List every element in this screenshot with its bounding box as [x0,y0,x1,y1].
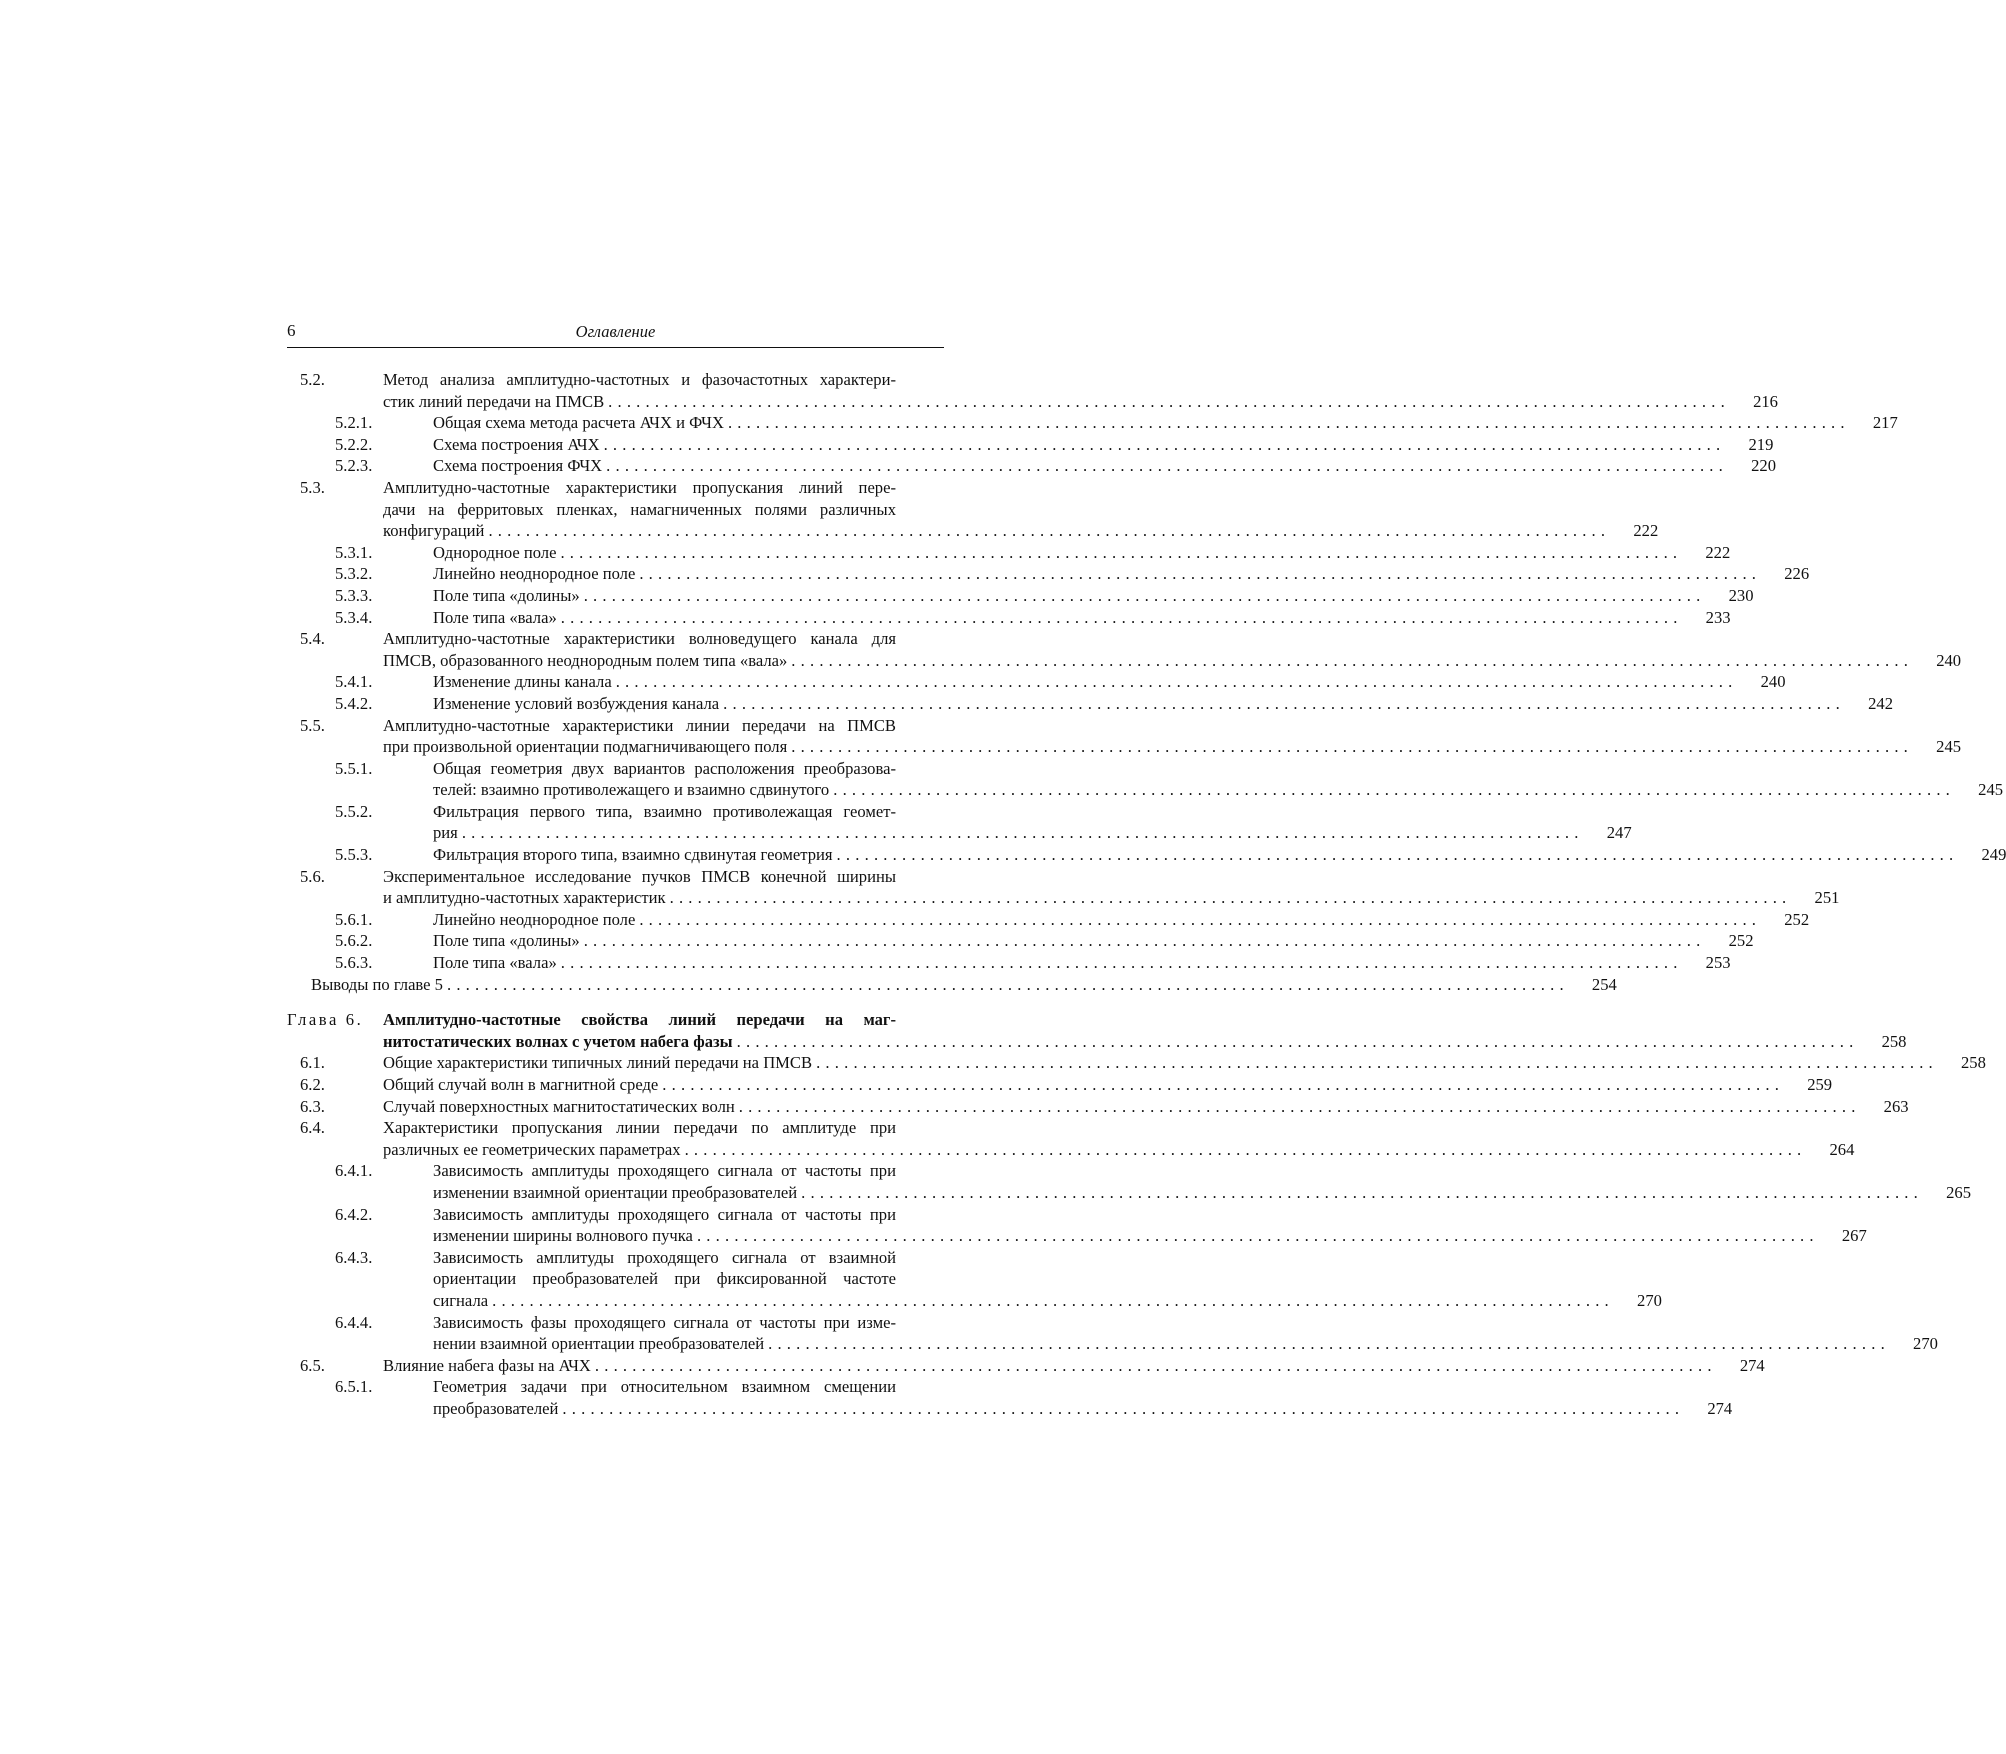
toc-entry-number: 5.5.1. [335,758,373,778]
toc-entry[interactable] [287,671,1786,693]
toc-entry[interactable] [287,1204,1867,1247]
toc-page-number: 258 [1881,1031,1907,1051]
toc-entry-title: Общие характеристики типичных линий передачи на ПМСВ [383,1053,813,1073]
toc-entry-title: Поле типа «долины» [433,585,580,605]
toc-page-number: 265 [1946,1182,1971,1202]
dot-leader: ........................................................................................................................ [488,521,1611,541]
toc-entry-number: 6.5.1. [335,1377,373,1397]
toc-entry[interactable] [287,952,1731,974]
toc-entry[interactable] [287,1074,1833,1096]
toc-entry[interactable] [287,455,1776,477]
toc-entry-number: 5.3.4. [335,607,373,627]
toc-page-number: 254 [1591,974,1617,994]
toc-entry-title: преобразователей [433,1398,559,1418]
toc-entry-line: Геометрия задачи при относительном взаимном смещении [433,1377,896,1397]
toc-entry[interactable] [287,1096,1909,1118]
dot-leader: ........................................................................................................................ [727,413,1850,433]
toc-page-number: 240 [1760,672,1786,692]
toc-entry-title: рия [433,823,458,843]
toc-page-number: 222 [1633,521,1659,541]
toc-entry-line: Характеристики пропускания линии передачи по амплитуде при [383,1118,896,1138]
toc-entry-number: 6.4.3. [335,1247,373,1267]
dot-leader: ........................................................................................................................ [562,1398,1685,1418]
toc-page-number: 220 [1751,456,1776,476]
toc-entry-title: Поле типа «долины» [433,931,580,951]
toc-entry-title: Влияние набега фазы на АЧХ [383,1355,591,1375]
toc-entry-number: 5.3.3. [335,585,373,605]
toc-page-number: 270 [1637,1290,1662,1310]
toc-entry-title: ПМСВ, образованного неоднородным полем типа «вала» [383,650,788,670]
toc-entry[interactable] [287,542,1731,564]
toc-entry-line: Зависимость амплитуды проходящего сигнала от частоты при [433,1161,896,1181]
toc-entry[interactable] [287,369,1778,412]
toc-entry-title: Схема построения АЧХ [433,434,600,454]
toc-entry-number: 6.1. [300,1053,325,1073]
toc-page-number: 259 [1807,1075,1833,1094]
toc-entry-line: ориентации преобразователей при фиксированной частоте [433,1269,896,1289]
dot-leader: ........................................................................................................................ [768,1334,1890,1354]
dot-leader: ........................................................................................................................ [560,542,1683,562]
toc-page-number: 263 [1883,1096,1909,1116]
toc-entry-line: Амплитудно-частотные характеристики линии передачи на ПМСВ [383,715,896,735]
toc-entry[interactable] [287,563,1810,585]
toc-entry-line: Зависимость амплитуды проходящего сигнала от взаимной [433,1247,896,1267]
toc-entry-number: 5.6.2. [335,931,373,951]
toc-entry-title: телей: взаимно противолежащего и взаимно сдвинутого [433,780,830,800]
toc-entry-number: 6.4.4. [335,1312,373,1332]
toc-entry-number: 6.4.1. [335,1161,373,1181]
toc-page-number: 264 [1829,1139,1855,1159]
toc-page-number: 222 [1705,542,1731,562]
dot-leader: ........................................................................................................................ [736,1031,1859,1051]
toc-entry-title: нитостатических волнах с учетом набега фазы [383,1031,733,1051]
toc-entry[interactable] [287,866,1840,909]
toc-entry-line: Амплитудно-частотные свойства линий передачи на маг- [383,1010,896,1030]
dot-leader: ........................................................................................................................ [615,672,1738,692]
dot-leader: ........................................................................................................................ [594,1355,1717,1375]
dot-leader: ........................................................................................................................ [816,1053,1938,1073]
toc-entry-title: сигнала [433,1290,489,1310]
dot-leader: ........................................................................................................................ [560,953,1683,973]
dot-leader: ........................................................................................................................ [662,1075,1785,1094]
toc-entry-number: 5.4.2. [335,693,373,713]
toc-entry-line: Амплитудно-частотные характеристики пропускания линий пере- [383,477,896,497]
toc-entry-line: Фильтрация первого типа, взаимно противолежащая геомет- [433,801,896,821]
toc-entry-title: Общая схема метода расчета АЧХ и ФЧХ [433,413,724,433]
toc-page-number: 226 [1784,564,1810,584]
toc-page-number: 252 [1728,931,1754,951]
toc-entry[interactable] [287,930,1754,952]
toc-entry-number: 6.4.2. [335,1204,373,1224]
toc-entry[interactable] [287,1009,1907,1052]
toc-entry[interactable] [287,1312,1938,1355]
toc-entry-number: 5.6.3. [335,953,373,973]
toc-entry-title: различных ее геометрических параметрах [383,1139,681,1159]
toc-entry[interactable] [287,477,1659,542]
toc-entry-title: при произвольной ориентации подмагничивающего поля [383,737,788,757]
toc-entry-title: Изменение длины канала [433,672,612,692]
toc-entry-number: 5.2. [300,370,325,389]
toc-entry[interactable] [287,1247,1662,1312]
dot-leader: ........................................................................................................................ [738,1096,1861,1116]
toc-entry-title: Поле типа «вала» [433,607,557,627]
toc-page-number: 251 [1814,888,1840,908]
toc-page-number: 233 [1705,607,1731,627]
toc-entry[interactable] [287,1355,1765,1377]
toc-entry-number: 5.6. [300,866,325,886]
running-header [287,321,944,348]
toc-entry-line: Зависимость фазы проходящего сигнала от частоты при изме- [433,1312,896,1332]
toc-entry-title: Поле типа «вала» [433,953,557,973]
toc-page-number: 274 [1739,1355,1765,1375]
toc-entry-title: Схема построения ФЧХ [433,456,603,476]
toc-entry[interactable] [287,1376,1733,1419]
toc-entry-title: Однородное поле [433,542,557,562]
toc-page-number: 247 [1606,823,1632,843]
toc-entry-title: Линейно неоднородное поле [433,909,636,929]
toc-entry-number: 5.4. [300,629,325,649]
toc-page-number: 270 [1913,1334,1938,1354]
dot-leader: ........................................................................................................................ [669,888,1792,908]
page-number: 6 [287,321,296,340]
dot-leader: ........................................................................................................................ [583,585,1706,605]
toc-entry-number: Глава 6. [287,1010,364,1030]
toc-entry-title: изменении ширины волнового пучка [433,1226,693,1246]
toc-page-number: 216 [1753,391,1778,411]
toc-page-number: 219 [1748,434,1774,454]
toc-entry-number: 5.3. [300,477,325,497]
toc-entry[interactable] [287,1160,1971,1203]
toc-entry-title: Случай поверхностных магнитостатических волн [383,1096,735,1116]
toc-entry-number: 6.3. [300,1096,325,1116]
toc-entry-number: 5.6.1. [335,909,373,929]
toc-entry-line: Амплитудно-частотные характеристики волноведущего канала для [383,629,896,649]
toc-entry-number: 5.2.1. [335,413,373,433]
toc-entry-number: 6.2. [300,1075,325,1094]
toc-page-number: 245 [1936,737,1962,757]
toc-entry[interactable] [287,434,1774,456]
dot-leader: ........................................................................................................................ [723,693,1845,713]
toc-entry[interactable] [287,412,1898,434]
toc-entry[interactable] [287,909,1810,931]
toc-entry[interactable] [287,1117,1855,1160]
toc-entry[interactable] [287,585,1754,607]
toc-entry-title: стик линий передачи на ПМСВ [383,391,605,411]
toc-entry-number: 5.3.2. [335,564,373,584]
toc-entry-number: 6.4. [300,1118,325,1138]
running-title: Оглавление [575,322,656,341]
toc-page-number: 258 [1961,1053,1986,1073]
toc-entry[interactable] [287,607,1731,629]
toc-page-number: 242 [1868,693,1893,713]
toc-entry-number: 5.5. [300,715,325,735]
dot-leader: ........................................................................................................................ [461,823,1584,843]
dot-leader: ........................................................................................................................ [696,1226,1819,1246]
dot-leader: ........................................................................................................................ [608,391,1730,411]
dot-leader: ........................................................................................................................ [603,434,1726,454]
toc-page-number: 245 [1978,780,2004,800]
toc-entry-title: Линейно неоднородное поле [433,564,636,584]
toc-entry-title: Общий случай волн в магнитной среде [383,1075,659,1094]
dot-leader: ........................................................................................................................ [836,845,1959,865]
toc-entry-title: конфигураций [383,521,485,541]
toc-entry-title: Выводы по главе 5 [311,974,443,994]
toc-entry[interactable] [287,715,1962,758]
toc-entry-line: дачи на ферритовых пленках, намагниченных полями различных [383,499,896,519]
toc-entry-line: Метод анализа амплитудно-частотных и фазочастотных характери- [383,370,896,389]
toc-page-number: 253 [1705,953,1731,973]
toc-entry[interactable] [287,693,1893,715]
toc-page-number: 240 [1936,650,1962,670]
dot-leader: ........................................................................................................................ [791,737,1914,757]
dot-leader: ........................................................................................................................ [606,456,1728,476]
toc-entry[interactable] [287,628,1962,671]
toc-entry-number: 5.2.3. [335,456,373,476]
dot-leader: ........................................................................................................................ [583,931,1706,951]
table-of-contents [287,369,2006,1420]
toc-entry-title: нении взаимной ориентации преобразователей [433,1334,765,1354]
toc-entry-line: Общая геометрия двух вариантов расположения преобразова- [433,758,896,778]
dot-leader: ........................................................................................................................ [446,974,1569,994]
dot-leader: ........................................................................................................................ [791,650,1914,670]
dot-leader: ........................................................................................................................ [492,1290,1614,1310]
dot-leader: ........................................................................................................................ [560,607,1683,627]
dot-leader: ........................................................................................................................ [801,1182,1923,1202]
toc-entry[interactable] [287,844,2006,866]
toc-page-number: 249 [1981,845,2006,865]
toc-entry-number: 5.3.1. [335,542,373,562]
dot-leader: ........................................................................................................................ [684,1139,1807,1159]
toc-page-number: 217 [1872,413,1898,433]
toc-entry-title: Фильтрация второго типа, взаимно сдвинутая геометрия [433,845,833,865]
toc-entry-number: 5.5.2. [335,801,373,821]
toc-entry-line: Зависимость амплитуды проходящего сигнала от частоты при [433,1204,896,1224]
toc-entry-number: 5.5.3. [335,845,373,865]
toc-entry[interactable] [287,974,1617,996]
toc-entry-number: 6.5. [300,1355,325,1375]
toc-entry[interactable] [287,1052,1986,1074]
toc-entry[interactable] [287,801,1632,844]
dot-leader: ........................................................................................................................ [639,909,1762,929]
dot-leader: ........................................................................................................................ [639,564,1762,584]
toc-entry-number: 5.2.2. [335,434,373,454]
toc-entry-title: изменении взаимной ориентации преобразователей [433,1182,798,1202]
toc-page-number: 230 [1728,585,1754,605]
toc-page-number: 274 [1707,1398,1733,1418]
toc-entry-number: 5.4.1. [335,672,373,692]
toc-page-number: 267 [1841,1226,1867,1246]
toc-entry-title: Изменение условий возбуждения канала [433,693,720,713]
dot-leader: ........................................................................................................................ [833,780,1956,800]
toc-entry-title: и амплитудно-частотных характеристик [383,888,666,908]
toc-page-number: 252 [1784,909,1810,929]
toc-entry[interactable] [287,758,2004,801]
toc-entry-line: Экспериментальное исследование пучков ПМСВ конечной ширины [383,866,896,886]
